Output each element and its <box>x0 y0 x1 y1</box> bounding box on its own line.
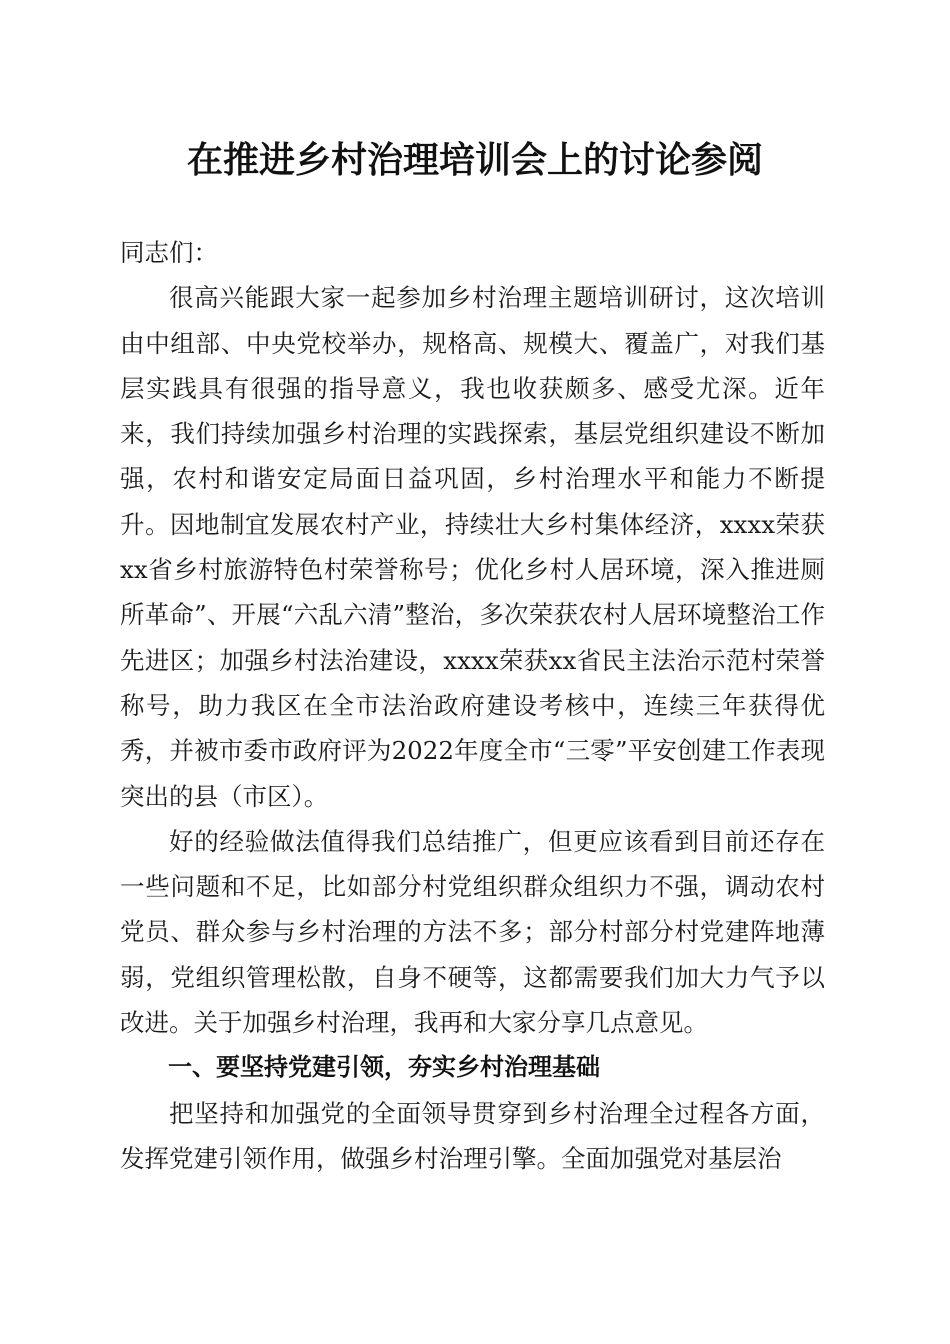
section-paragraph: 把坚持和加强党的全面领导贯穿到乡村治理全过程各方面，发挥党建引领作用，做强乡村治理引擎。全面加强党对基层治 <box>120 1098 825 1173</box>
document-title: 在推进乡村治理培训会上的讨论参阅 <box>186 139 763 181</box>
section-heading: 一、要坚持党建引领，夯实乡村治理基础 <box>168 1053 600 1082</box>
document-body <box>120 230 825 1181</box>
paragraph-intro: 很高兴能跟大家一起参加乡村治理主题培训研讨，这次培训由中组部、中央党校举办，规格高、规模大、覆盖广，对我们基层实践具有很强的指导意义，我也收获颇多、感受尤深。近年来，我们持续加强乡村治理的实践探索，基层党组织建设不断加强，农村和谐安定局面日益巩固，乡村治理水平和能力不断提升。因地制宜发展农村产业，持续壮大乡村集体经济，xxxx荣获xx省乡村旅游特色村荣誉称号；优化乡村人居环境，深入推进厕所革命”、开展“六乱六清”整治，多次荣获农村人居环境整治工作先进区；加强乡村法治建设，xxxx荣获xx省民主法治示范村荣誉称号，助力我区在全市法治政府建设考核中，连续三年获得优秀，并被市委市政府评为2022年度全市“三零”平安创建工作表现突出的县（市区）。 <box>120 283 825 811</box>
salutation: 同志们： <box>120 238 218 267</box>
paragraph-problems: 好的经验做法值得我们总结推广，但更应该看到目前还存在一些问题和不足，比如部分村党组织群众组织力不强，调动农村党员、群众参与乡村治理的方法不多；部分村部分村党建阵地薄弱，党组织管理松散，自身不硬等，这都需要我们加大力气予以改进。关于加强乡村治理，我再和大家分享几点意见。 <box>120 826 825 1038</box>
